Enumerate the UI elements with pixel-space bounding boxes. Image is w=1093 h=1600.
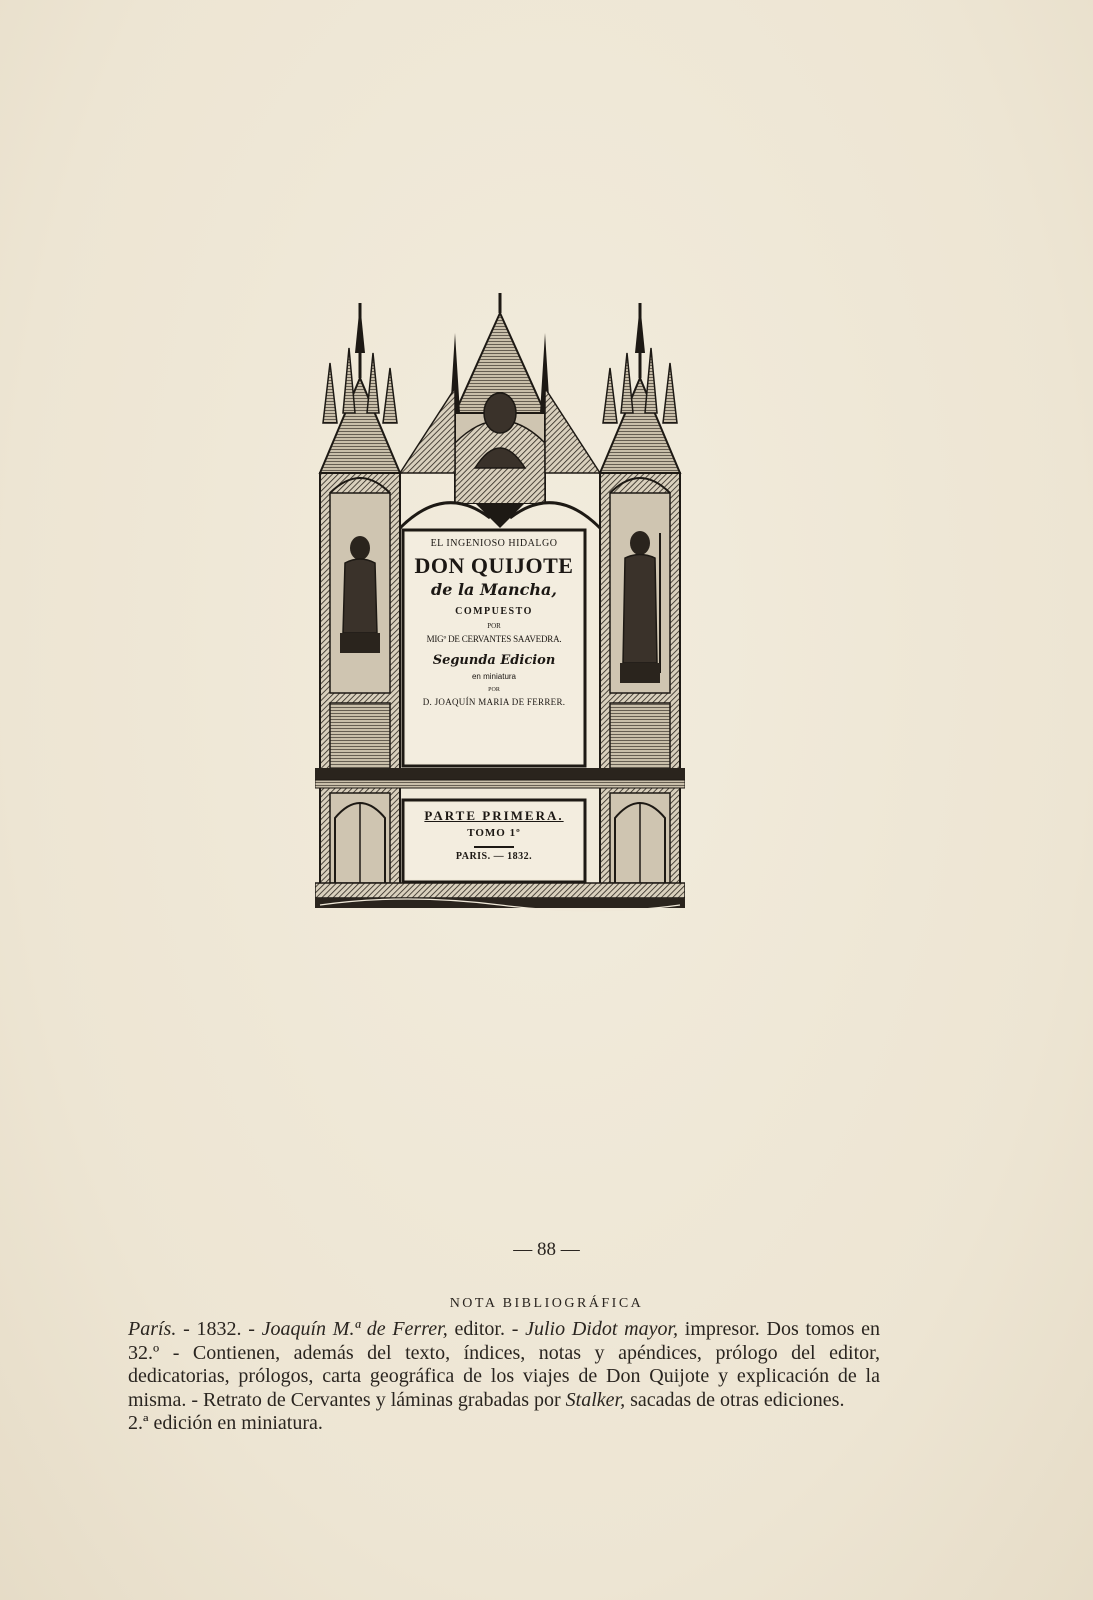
divider <box>474 846 514 848</box>
note-engraver-tail: sacadas de otras ediciones. <box>625 1388 845 1411</box>
note-printer-role: impresor. Dos tomos en 32.º - Contienen, además del texto, índices, notas y apéndices, prólogo del editor, dedicatorias, prólogos, carta geográfica de los viajes de Don Quijote y explicación de la misma. - Retrato de Cervantes y láminas grabadas por <box>128 1318 880 1411</box>
title-page-engraving <box>315 293 685 933</box>
author-name: MIGº DE CERVANTES SAAVEDRA. <box>426 634 562 644</box>
note-edition-line: 2.ª edición en miniatura. <box>128 1412 323 1435</box>
note-paragraph <box>128 1318 880 1412</box>
main-title: DON QUIJOTE <box>414 553 574 578</box>
edition-label: Segunda Edicion <box>432 653 556 668</box>
composed-label: COMPUESTO <box>455 606 533 617</box>
bibliographic-note <box>128 1318 880 1436</box>
note-editor-role: editor. - <box>447 1318 526 1340</box>
note-printer: Julio Didot mayor, <box>525 1318 679 1340</box>
title-panel <box>406 533 582 763</box>
part-panel <box>406 803 582 879</box>
subtitle: de la Mancha, <box>431 580 557 599</box>
title-line: EL INGENIOSO HIDALGO <box>430 538 558 549</box>
cervantes-bust <box>484 393 516 433</box>
editor-name: D. JOAQUÍN MARIA DE FERRER. <box>422 697 566 707</box>
miniature-label: en miniatura <box>471 672 517 681</box>
note-place: París. <box>128 1318 177 1340</box>
volume-label: TOMO 1º <box>467 827 521 839</box>
note-heading: NOTA BIBLIOGRÁFICA <box>449 1296 644 1311</box>
page-number: — 88 — <box>513 1239 580 1260</box>
note-engraver: Stalker, <box>565 1388 626 1411</box>
right-tower <box>600 303 680 893</box>
left-tower <box>320 303 400 893</box>
place-date: PARIS. — 1832. <box>455 850 533 862</box>
por-label-2: POR <box>488 687 500 693</box>
center-canopy <box>400 293 600 528</box>
note-sep: - 1832. - <box>176 1318 262 1340</box>
por-label: POR <box>487 622 501 630</box>
note-editor: Joaquín M.ª de Ferrer, <box>261 1318 448 1340</box>
part-label: PARTE PRIMERA. <box>424 808 564 823</box>
